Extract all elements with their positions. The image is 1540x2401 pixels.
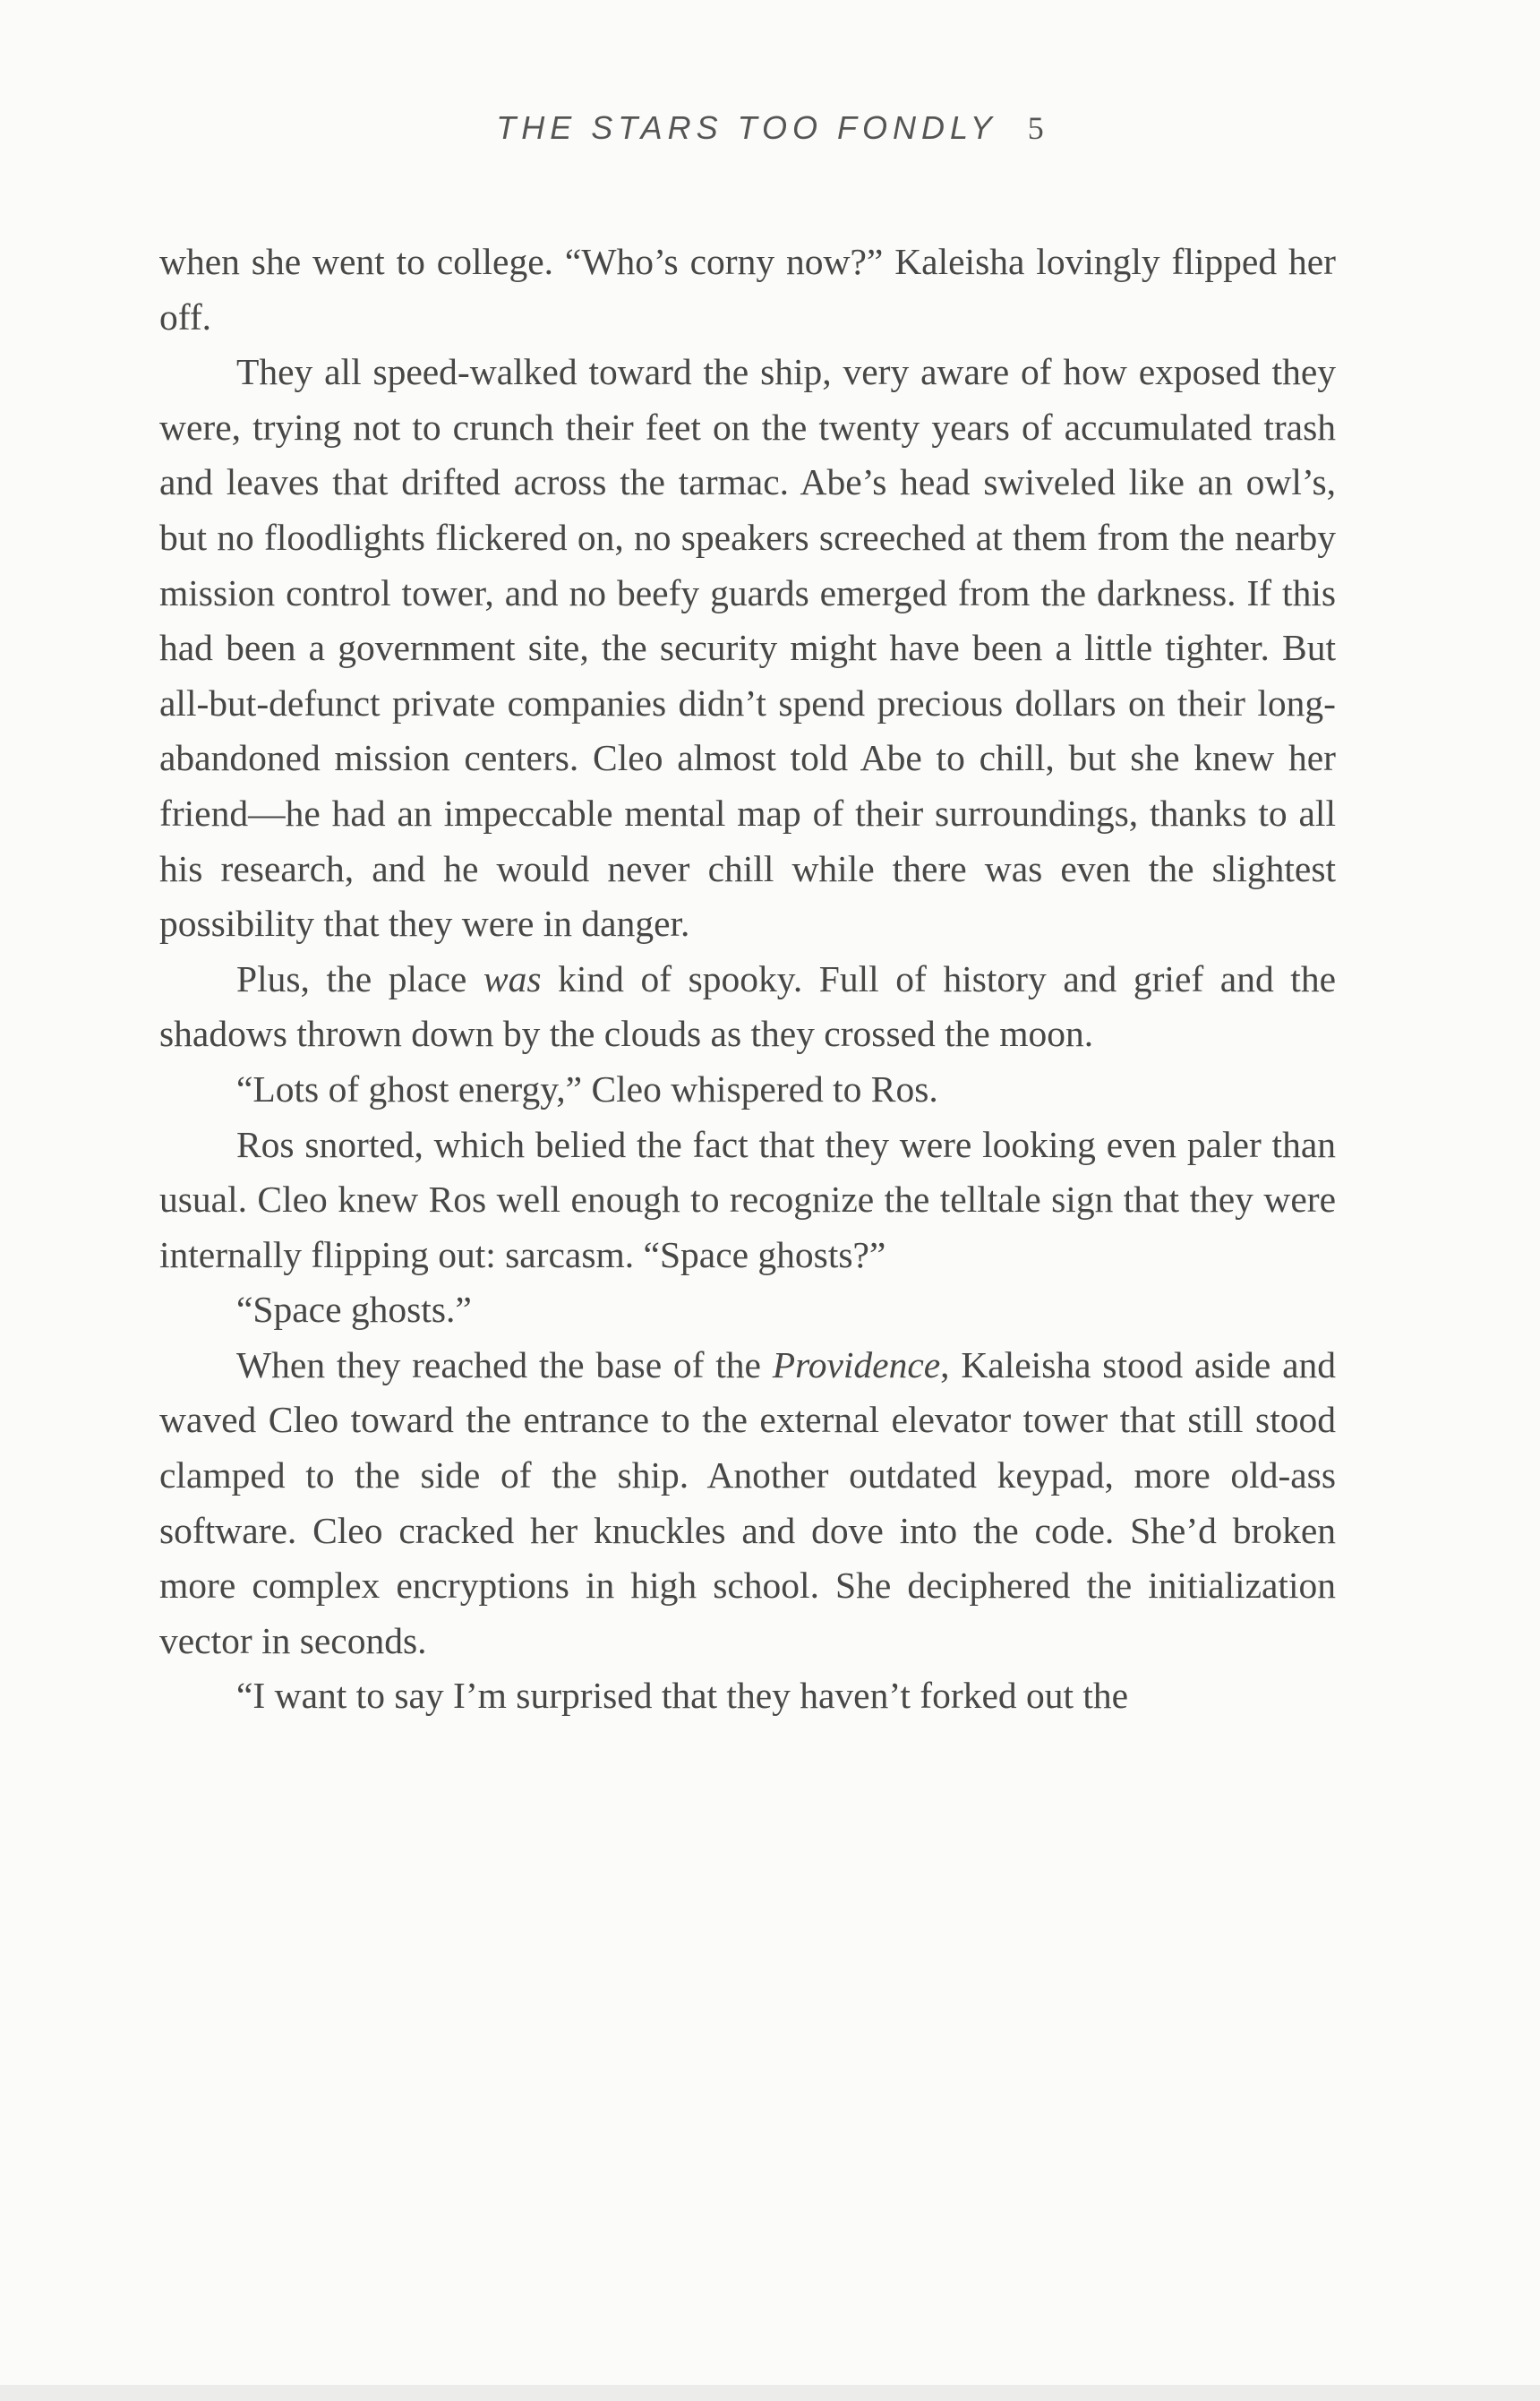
paragraph: Ros snorted, which belied the fact that they were looking even paler than usual. Cleo knew Ros well enough to recognize the telltale sign that they were internally flipping out: sarcasm. “Space ghosts?” [159,1123,1336,1275]
page-number: 5 [1027,110,1044,146]
dialogue-paragraph: “Space ghosts.” [236,1289,472,1331]
dialogue-paragraph: “Lots of ghost energy,” Cleo whispered to Ros. [236,1068,938,1110]
paragraph-text: Plus, the place [236,957,483,999]
paragraph [159,952,1336,1062]
paragraph: They all speed-walked toward the ship, very aware of how exposed they were, trying not to crunch their feet on the twenty years of accumulated trash and leaves that drifted across the tarmac. Abe’s head swiveled like an owl’s, but no floodlights flickered on, no speakers screeched at them from the nearby mission control tower, and no beefy guards emerged from the darkness. If this had been a government site, the security might have been a little tighter. But all-but-defunct private companies didn’t spend precious dollars on their long-abandoned mission centers. Cleo almost told Abe to chill, but she knew her friend—he had an impeccable mental map of their surroundings, thanks to all his research, and he would never chill while there was even the slightest possibility that they were in danger. [159,351,1336,945]
dialogue-paragraph: “I want to say I’m surprised that they haven’t forked out the [236,1675,1129,1717]
ship-name-text: Providence [772,1343,941,1385]
scan-bottom-edge [0,2385,1540,2401]
emphasis-text: was [483,957,542,999]
paragraph-continued: when she went to college. “Who’s corny now?” Kaleisha lovingly flipped her off. [159,241,1336,338]
running-title: THE STARS TOO FONDLY [496,109,997,146]
running-head [0,109,1540,147]
body-text [159,235,1336,1724]
paragraph-text: When they reached the base of the [236,1343,773,1385]
paragraph-text: kind of spooky. Full of history and grief and the shadows thrown down by the clouds as they crossed the moon. [159,957,1336,1055]
paragraph [159,1338,1336,1669]
paragraph-text: , Kaleisha stood aside and waved Cleo toward the entrance to the external elevator tower that still stood clamped to the side of the ship. Another outdated keypad, more old-ass software. Cleo cracked her knuckles and dove into the code. She’d broken more complex encryptions in high school. She deciphered the initialization vector in seconds. [159,1343,1336,1661]
